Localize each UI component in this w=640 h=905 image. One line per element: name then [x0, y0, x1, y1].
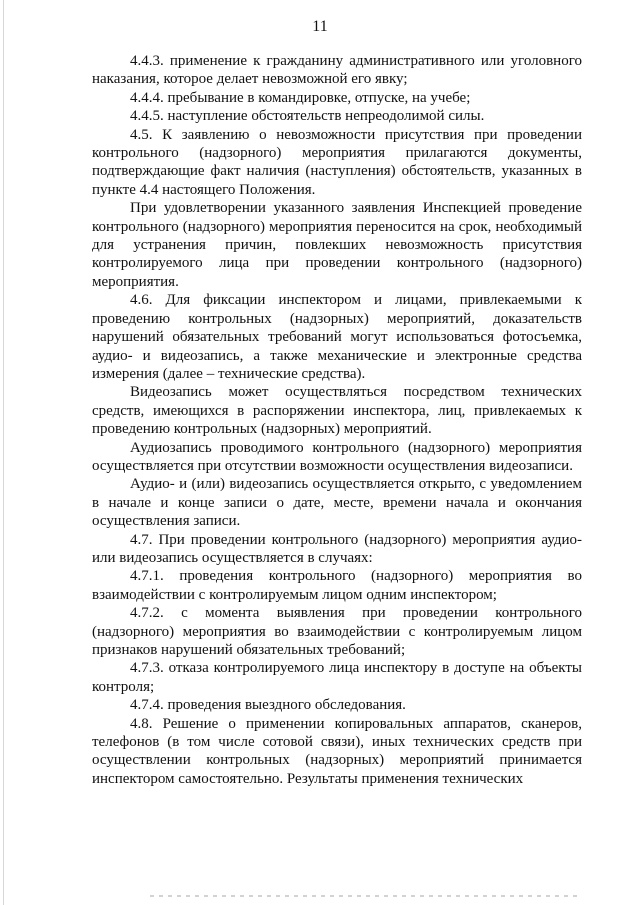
paragraph-4-7: 4.7. При проведении контрольного (надзорного) мероприятия аудио- или видеозапись осуществляется в случаях:: [92, 531, 582, 566]
paragraph-4-7-2: 4.7.2. с момента выявления при проведении контрольного (надзорного) мероприятия во взаимодействии с контролируемым лицом признаков нарушений обязательных требований;: [92, 605, 582, 658]
paragraph-4-5-postponement: При удовлетворении указанного заявления Инспекцией проведение контрольного (надзорного) мероприятия переносится на срок, необходимый для устранения причин, повлекших невозможность присутствия контролируемого лица при проведении контрольного (надзорного) мероприятия.: [92, 200, 582, 290]
paragraph-4-7-3: 4.7.3. отказа контролируемого лица инспектору в доступе на объекты контроля;: [92, 660, 582, 695]
document-body: [92, 52, 582, 788]
paragraph-4-5: 4.5. К заявлению о невозможности присутствия при проведении контрольного (надзорного) мероприятия прилагаются документы, подтверждающие факт наличия (наступления) обстоятельств, указанных в пункте 4.4 настоящего Положения.: [92, 126, 582, 198]
paragraph-4-4-3: 4.4.3. применение к гражданину административного или уголовного наказания, которое делает невозможной его явку;: [92, 53, 582, 88]
paragraph-4-7-1: 4.7.1. проведения контрольного (надзорного) мероприятия во взаимодействии с контролируемым лицом одним инспектором;: [92, 568, 582, 603]
paragraph-4-6: 4.6. Для фиксации инспектором и лицами, привлекаемыми к проведению контрольных (надзорных) мероприятий, доказательств нарушений обязательных требований могут использоваться фотосъемка, аудио- и видеозапись, а также механические и электронные средства измерения (далее – технические средства).: [92, 292, 582, 382]
paragraph-4-4-5: 4.4.5. наступление обстоятельств непреодолимой силы.: [130, 108, 485, 125]
paragraph-4-4-4: 4.4.4. пребывание в командировке, отпуске, на учебе;: [130, 89, 471, 106]
paragraph-4-6-video: Видеозапись может осуществляться посредством технических средств, имеющихся в распоряжении инспектора, лиц, привлекаемых к проведению контрольных (надзорных) мероприятий.: [92, 384, 582, 438]
paragraph-4-8: 4.8. Решение о применении копировальных аппаратов, сканеров, телефонов (в том числе сотовой связи), иных технических средств при осуществлении контрольных (надзорных) мероприятий принимается инспектором самостоятельно. Результаты применения технических: [92, 715, 582, 787]
paragraph-4-6-audio: Аудиозапись проводимого контрольного (надзорного) мероприятия осуществляется при отсутствии возможности осуществления видеозаписи.: [92, 439, 582, 474]
scan-edge-line: [3, 0, 4, 905]
paragraph-4-6-open-recording: Аудио- и (или) видеозапись осуществляется открыто, с уведомлением в начале и конце записи о дате, месте, времени начала и окончания осуществления записи.: [92, 476, 582, 530]
page-number: 11: [312, 18, 328, 35]
paragraph-4-7-4: 4.7.4. проведения выездного обследования.: [130, 697, 406, 714]
scan-footer-artifact: [150, 895, 580, 897]
